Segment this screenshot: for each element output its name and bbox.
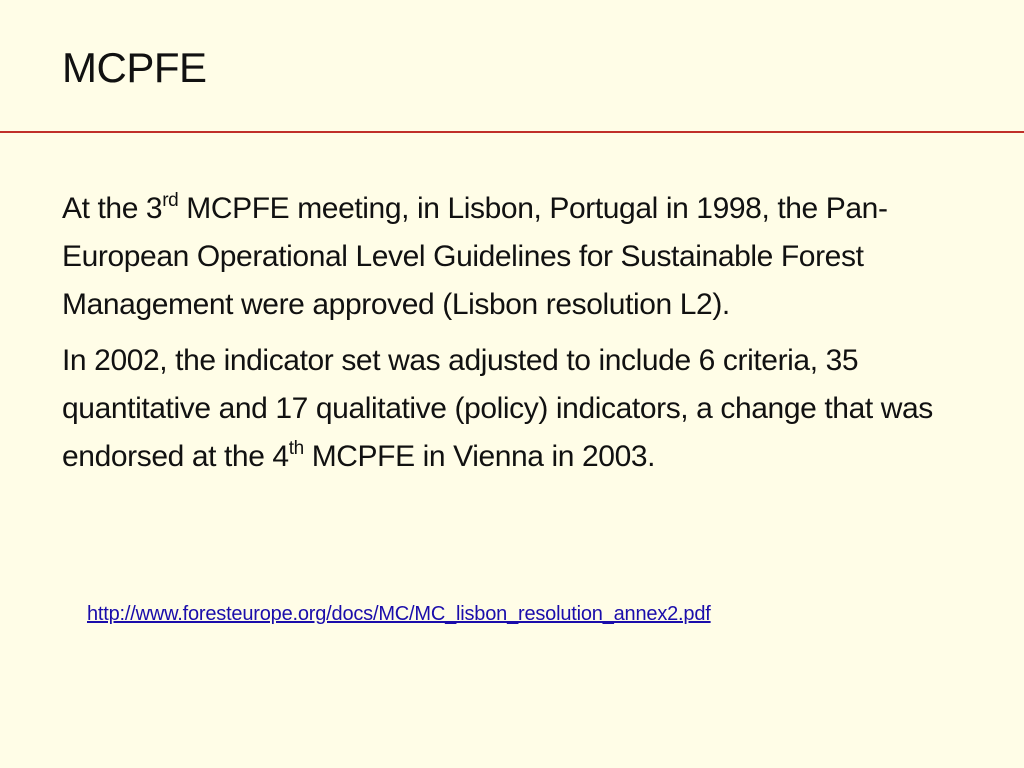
paragraph-lisbon [62,185,982,329]
ordinal-suffix-rd: rd [162,190,179,211]
paragraph-vienna-text-start: In 2002, the indicator set was adjusted to include 6 criteria, 35 quantitative and 17 qualitative (policy) indicators, a change that was endorsed at the 4 [62,344,933,473]
paragraph-lisbon-text-end: MCPFE meeting, in Lisbon, Portugal in 1998, the Pan-European Operational Level Guidelines for Sustainable Forest Management were approved (Lisbon resolution L2). [62,192,888,321]
title-divider [0,131,1024,133]
paragraph-vienna [62,337,982,481]
slide-body [62,185,982,489]
slide-title: MCPFE [62,44,207,91]
paragraph-lisbon-text-start: At the 3 [62,192,163,225]
lisbon-resolution-link[interactable]: http://www.foresteurope.org/docs/MC/MC_lisbon_resolution_annex2.pdf [87,603,711,625]
ordinal-suffix-th: th [288,438,304,459]
paragraph-vienna-text-end: MCPFE in Vienna in 2003. [303,440,656,473]
reference-link-row [87,600,711,628]
